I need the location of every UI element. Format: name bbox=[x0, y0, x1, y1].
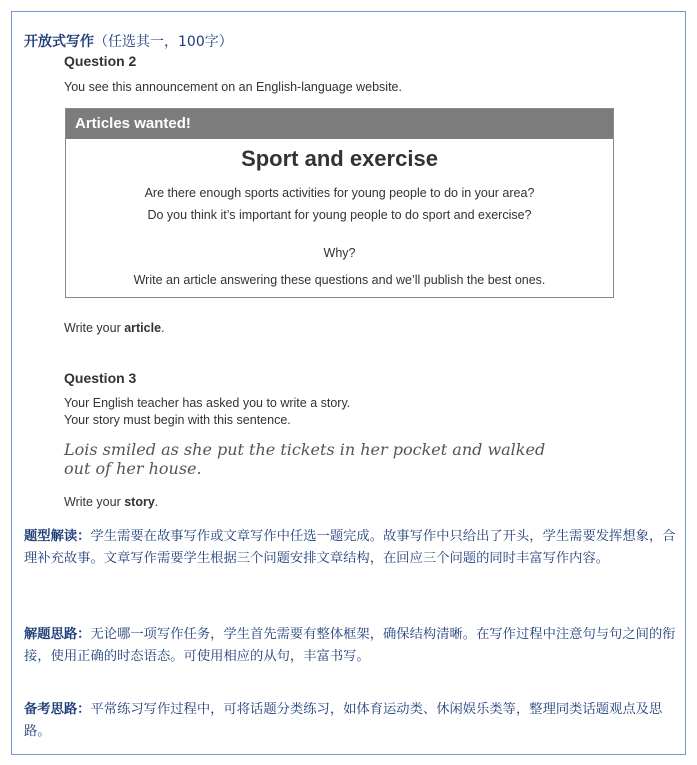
content-frame bbox=[11, 11, 686, 755]
announcement-header: Articles wanted! bbox=[66, 109, 613, 139]
approach-label: 解题思路： bbox=[24, 627, 91, 642]
approach-text: 无论哪一项写作任务，学生首先需要有整体框架，确保结构清晰。在写作过程中注意句与句之间的衔接，使用正确的时态语态。可使用相应的从句，丰富书写。 bbox=[24, 627, 676, 664]
announcement-box bbox=[65, 108, 614, 298]
section-heading bbox=[24, 31, 233, 51]
prep-text: 平常练习写作过程中，可将话题分类练习，如体育运动类、休闲娱乐类等，整理同类话题观点及思路。 bbox=[24, 702, 663, 739]
story-opening-sentence: Lois smiled as she put the tickets in her pocket and walked out of her house. bbox=[64, 440, 546, 478]
analysis-text: 学生需要在故事写作或文章写作中任选一题完成。故事写作中只给出了开头，学生需要发挥想象，合理补充故事。文章写作需要学生根据三个问题安排文章结构，在回应三个问题的同时丰富写作内容。 bbox=[24, 529, 676, 566]
question-2-intro: You see this announcement on an English-language website. bbox=[64, 80, 402, 94]
question-3-line-1: Your English teacher has asked you to write a story. bbox=[64, 396, 351, 410]
task-suffix: . bbox=[161, 321, 165, 335]
question-3-task bbox=[64, 495, 158, 509]
announcement-line-1: Are there enough sports activities for young people to do in your area? bbox=[144, 186, 535, 200]
announcement-line-4: Write an article answering these questions and we’ll publish the best ones. bbox=[133, 273, 546, 287]
analysis-label: 题型解读： bbox=[24, 529, 91, 544]
prep-label: 备考思路： bbox=[24, 702, 91, 717]
task-prefix: Write your bbox=[64, 495, 125, 509]
heading-note: （任选其一，100字） bbox=[94, 34, 233, 50]
question-3-line-2: Your story must begin with this sentence. bbox=[64, 413, 291, 427]
question-2-task bbox=[64, 321, 165, 335]
task-keyword: story bbox=[124, 495, 155, 509]
announcement-title: Sport and exercise bbox=[241, 146, 438, 171]
question-2-title: Question 2 bbox=[64, 53, 137, 69]
announcement-line-2: Do you think it’s important for young people to do sport and exercise? bbox=[147, 208, 532, 222]
heading-label: 开放式写作 bbox=[24, 34, 94, 50]
approach-paragraph bbox=[24, 624, 676, 668]
prep-paragraph bbox=[24, 699, 676, 743]
announcement-line-3: Why? bbox=[323, 246, 356, 260]
task-keyword: article bbox=[124, 321, 162, 335]
analysis-paragraph bbox=[24, 526, 676, 570]
question-3-title: Question 3 bbox=[64, 370, 137, 386]
task-suffix: . bbox=[154, 495, 159, 509]
task-prefix: Write your bbox=[64, 321, 125, 335]
